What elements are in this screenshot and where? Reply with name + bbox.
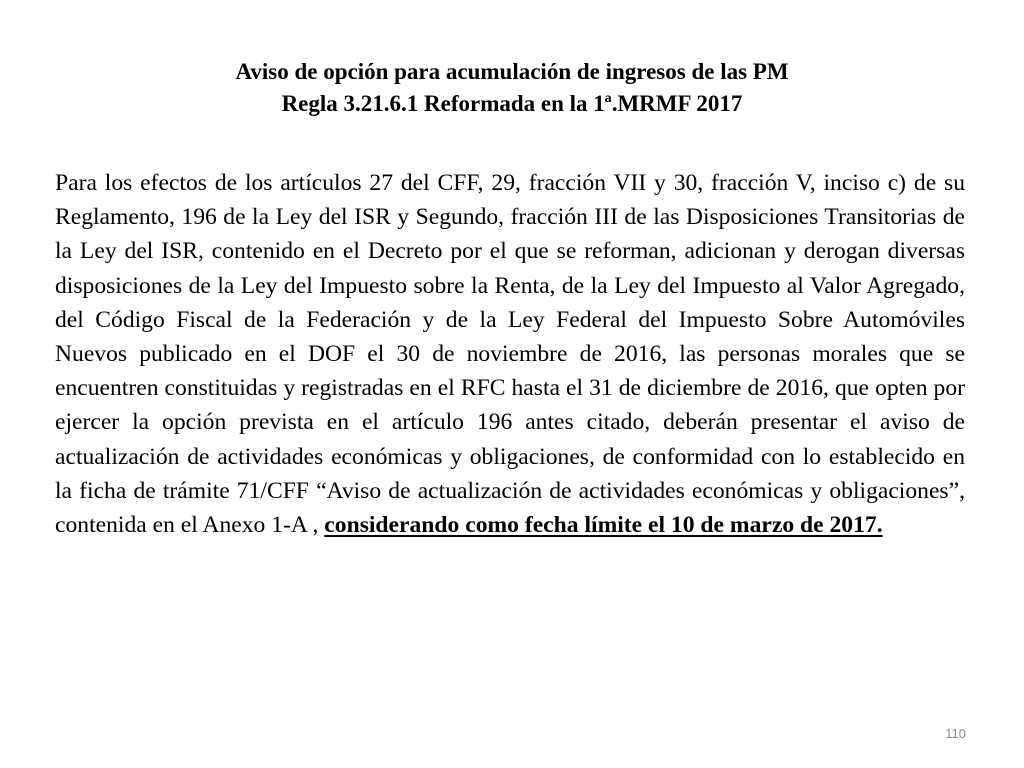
title-line-1: Aviso de opción para acumulación de ingresos de las PM — [235, 59, 789, 84]
slide-title — [0, 56, 1024, 120]
page-number: 110 — [945, 726, 966, 741]
title-line-2: Regla 3.21.6.1 Reformada en la 1ª.MRMF 2017 — [281, 91, 743, 116]
body-text: Para los efectos de los artículos 27 del CFF, 29, fracción VII y 30, fracción V, inciso c) de su Reglamento, 196 de la Ley del ISR y Segundo, fracción III de las Disposiciones Transitorias de la Ley del ISR, contenido en el Decreto por el que se reforman, adicionan y derogan diversas disposiciones de la Ley del Impuesto sobre la Renta, de la Ley del Impuesto al Valor Agregado, del Código Fiscal de la Federación y de la Ley Federal del Impuesto Sobre Automóviles Nuevos publicado en el DOF el 30 de noviembre de 2016, las personas morales que se encuentren constituidas y registradas en el RFC hasta el 31 de diciembre de 2016, que opten por ejercer la opción prevista en el artículo 196 antes citado, deberán presentar el aviso de actualización de actividades económicas y obligaciones, de conformidad con lo establecido en la ficha de trámite 71/CFF “Aviso de actualización de actividades económicas y obligaciones”, contenida en el Anexo 1-A , — [55, 170, 965, 539]
deadline-emphasis: considerando como fecha límite el 10 de marzo de 2017. — [324, 512, 883, 539]
body-paragraph — [55, 166, 965, 542]
